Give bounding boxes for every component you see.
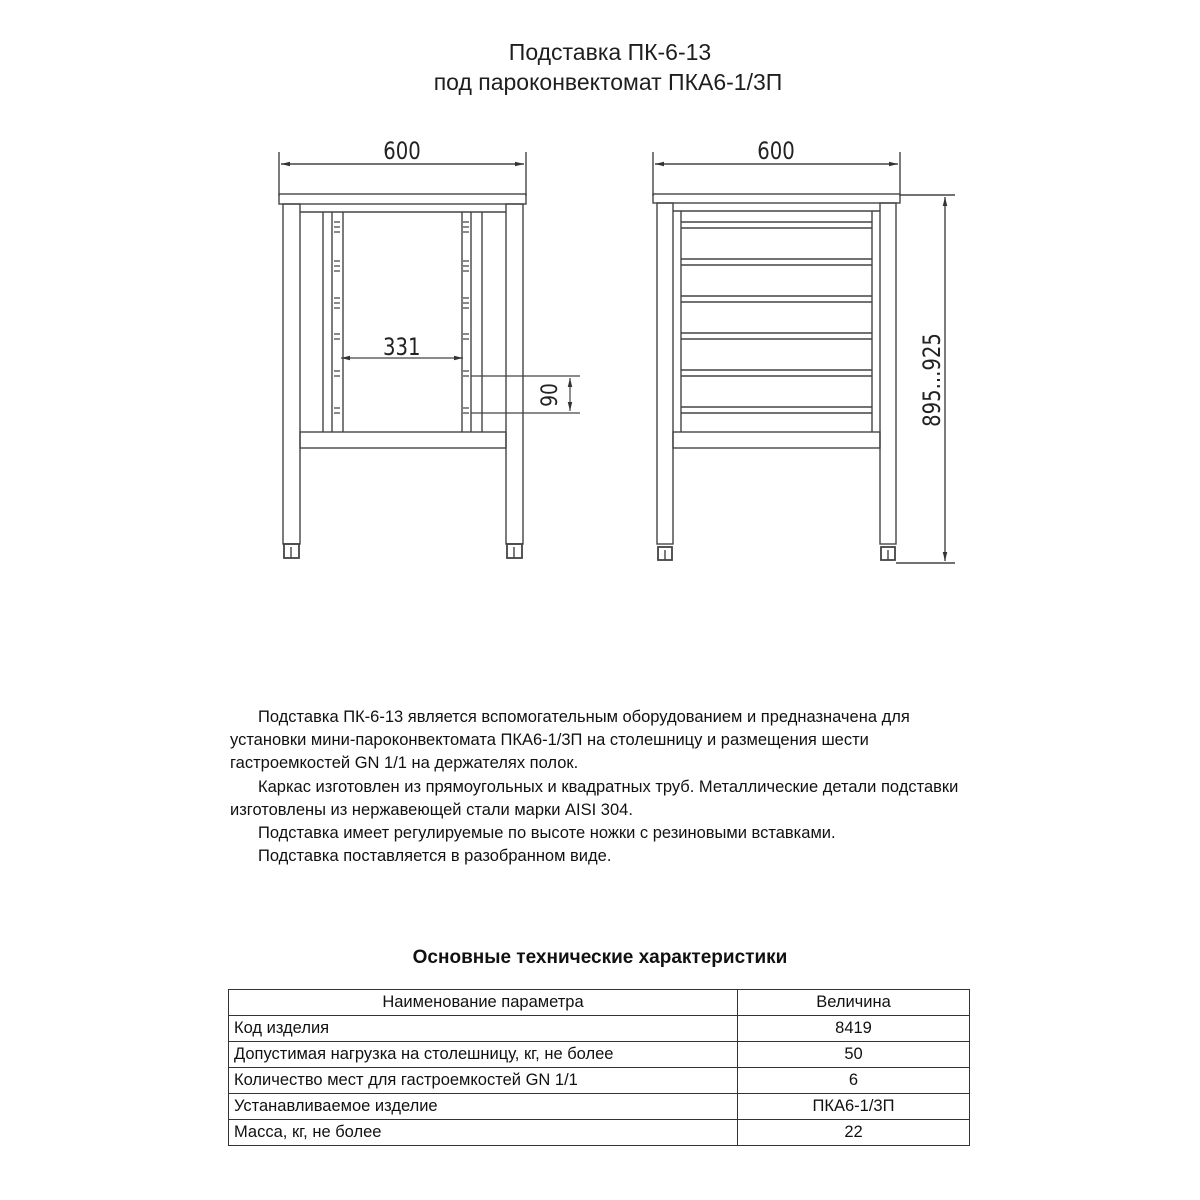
param-cell: Допустимая нагрузка на столешницу, кг, не более [229,1042,738,1068]
value-cell: ПКА6-1/3П [738,1094,970,1120]
param-cell: Код изделия [229,1016,738,1042]
column-header-parameter: Наименование параметра [229,990,738,1016]
param-cell: Масса, кг, не более [229,1120,738,1146]
document-title: Подставка ПК-6-13 [508,39,712,65]
param-cell: Количество мест для гастроемкостей GN 1/1 [229,1068,738,1094]
value-cell: 22 [738,1120,970,1146]
table-row [229,1094,970,1120]
side-width-dimension: 600 [757,138,795,166]
value-cell: 6 [738,1068,970,1094]
table-row [229,1042,970,1068]
shelf-spacing-dimension: 90 [536,383,563,407]
front-width-dimension: 600 [383,138,421,166]
product-description [230,706,990,868]
specs-table [228,989,970,1146]
table-row [229,1068,970,1094]
height-dimension: 895...925 [919,333,947,427]
table-header-row [229,990,970,1016]
value-cell: 50 [738,1042,970,1068]
value-cell: 8419 [738,1016,970,1042]
table-row [229,1120,970,1146]
specs-title: Основные технические характеристики [412,947,788,968]
param-cell: Устанавливаемое изделие [229,1094,738,1120]
description-paragraph: Подставка ПК-6-13 является вспомогательным оборудованием и предназначена для установки мини-пароконвектомата ПКА6-1/3П на столешницу и размещения шести гастроемкостей GN 1/1 на держателях полок. [230,708,910,773]
inner-width-dimension: 331 [383,334,421,362]
description-paragraph: Подставка имеет регулируемые по высоте ножки с резиновыми вставками. [258,824,836,843]
description-paragraph: Подставка поставляется в разобранном виде. [258,847,612,866]
table-row [229,1016,970,1042]
side-view-drawing [653,152,955,563]
document-subtitle: под пароконвектомат ПКА6-1/3П [433,69,783,95]
column-header-value: Величина [738,990,970,1016]
shelf-holder-ticks [334,222,469,413]
description-paragraph: Каркас изготовлен из прямоугольных и квадратных труб. Металлические детали подставки изготовлены из нержавеющей стали марки AISI 304. [230,777,959,819]
